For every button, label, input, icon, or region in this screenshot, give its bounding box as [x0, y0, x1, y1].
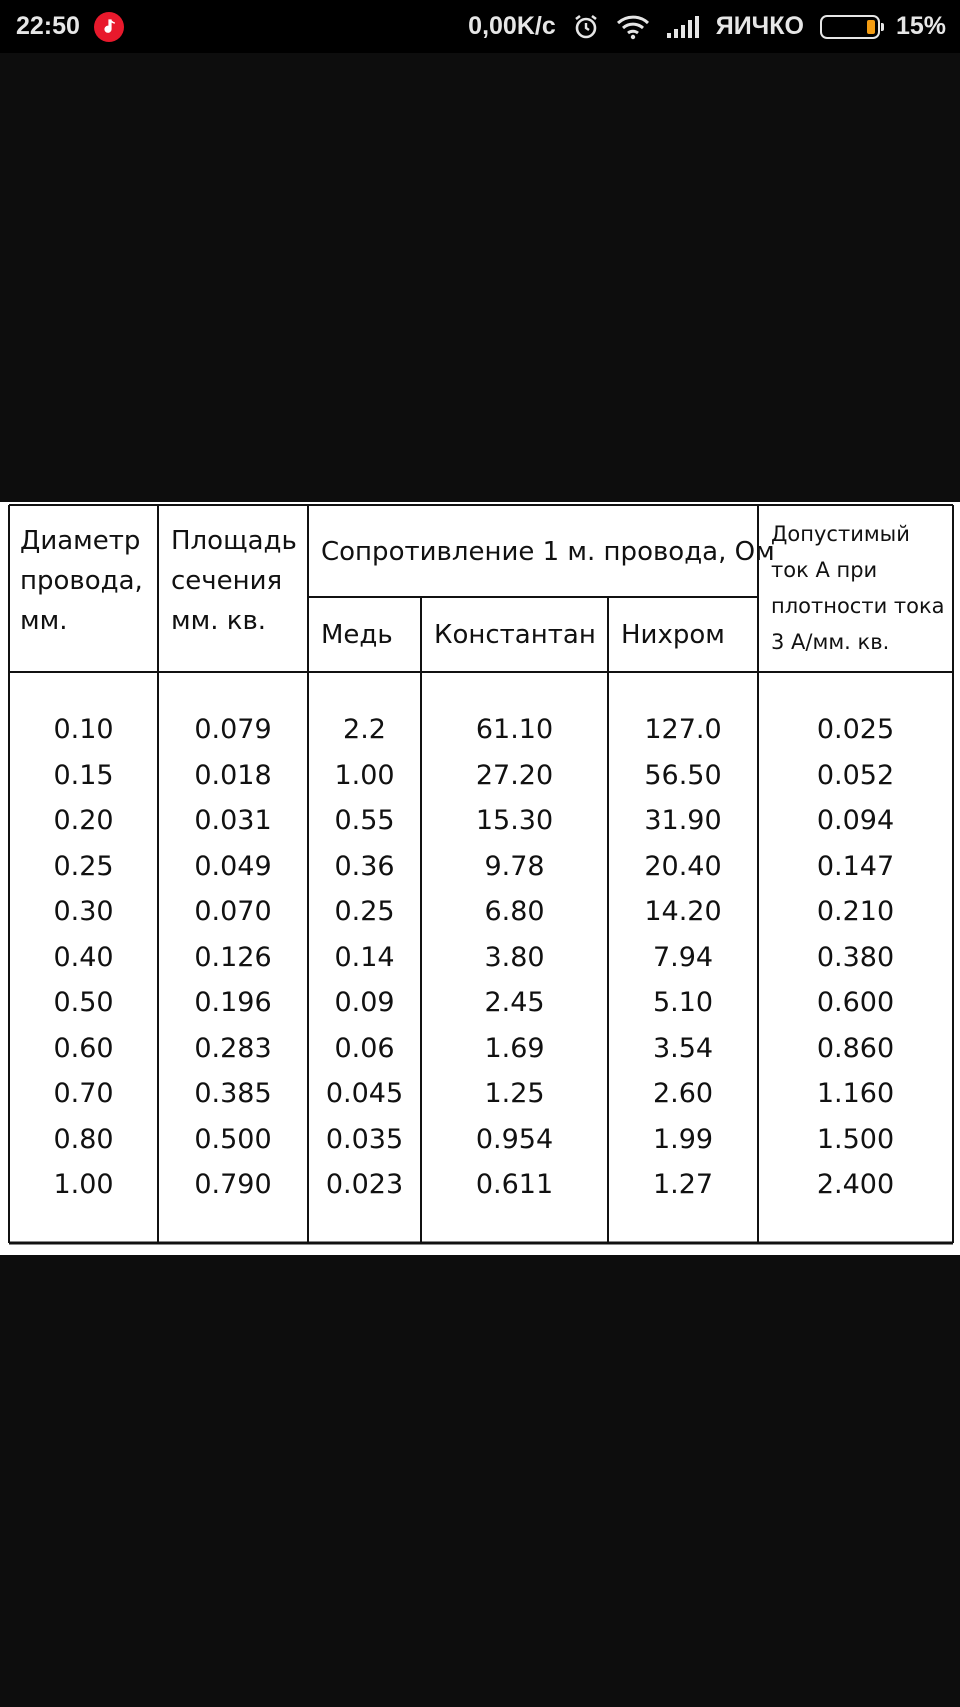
- table-cell: 0.385: [194, 1078, 272, 1109]
- table-cell: 3.54: [652, 1032, 714, 1064]
- table-cell: 0.600: [816, 987, 895, 1018]
- table-cell: 2.45: [484, 987, 545, 1018]
- table-cell: 1.500: [816, 1123, 895, 1155]
- table-cell: 0.14: [334, 941, 395, 973]
- table-cell: 0.50: [53, 987, 114, 1018]
- table-cell: 2.60: [652, 1078, 714, 1109]
- table-cell: 0.283: [194, 1032, 272, 1064]
- table-cell: 1.69: [484, 1032, 545, 1064]
- table-cell: 15.30: [475, 805, 554, 836]
- table-cell: 9.78: [484, 850, 545, 882]
- net-speed: 0,00K/c: [468, 12, 556, 40]
- table-cell: 0.380: [816, 941, 895, 973]
- header-line: мм. кв.: [171, 606, 267, 636]
- header-line: Диаметр: [20, 526, 141, 556]
- clock: 22:50: [16, 12, 80, 40]
- table-cell: 1.25: [484, 1078, 545, 1109]
- table-cell: 0.06: [334, 1032, 395, 1064]
- table-cell: 2.2: [343, 714, 386, 745]
- header-line: Площадь: [171, 526, 297, 556]
- table-cell: 2.400: [816, 1169, 895, 1200]
- carrier-name: ЯИЧКО: [715, 12, 804, 40]
- table-cell: 0.70: [53, 1078, 114, 1109]
- header-area: [171, 521, 297, 641]
- battery-percent: 15%: [895, 12, 946, 40]
- table-cell: 7.94: [652, 941, 714, 973]
- table-cell: 1.99: [652, 1123, 714, 1155]
- table-cell: 1.00: [53, 1169, 114, 1200]
- header-diameter: [20, 521, 143, 641]
- table-cell: 0.147: [816, 850, 895, 882]
- table-cell: 0.094: [816, 805, 895, 836]
- table-cell: 27.20: [475, 759, 554, 791]
- table-cell: 127.0: [644, 714, 722, 745]
- table-cell: 0.80: [53, 1123, 114, 1155]
- table-cell: 0.500: [194, 1123, 272, 1155]
- table-cell: 0.052: [816, 759, 895, 791]
- table-cell: 1.27: [652, 1169, 714, 1200]
- table-cell: 0.954: [475, 1123, 554, 1155]
- column-nichrome: [608, 707, 758, 1208]
- table-cell: 0.210: [816, 896, 895, 927]
- table-cell: 0.023: [325, 1169, 404, 1200]
- table-cell: 0.55: [334, 805, 395, 836]
- table-cell: 0.20: [53, 805, 114, 836]
- column-area: [158, 707, 308, 1208]
- header-line: 3 А/мм. кв.: [771, 630, 890, 654]
- header-resistance: Сопротивление 1 м. провода, Ом: [321, 537, 775, 567]
- wire-table-image[interactable]: [0, 502, 960, 1255]
- table-cell: 61.10: [475, 714, 554, 745]
- table-cell: 0.36: [334, 850, 395, 882]
- header-constantan: Константан: [434, 620, 596, 650]
- header-line: плотности тока: [771, 594, 945, 618]
- alarm-icon: [572, 13, 600, 41]
- status-bar: [0, 0, 960, 53]
- header-line: провода,: [20, 566, 143, 596]
- table-cell: 0.860: [816, 1032, 895, 1064]
- table-cell: 0.126: [194, 941, 272, 973]
- battery-level: [867, 20, 875, 34]
- column-constantan: [421, 707, 608, 1208]
- table-cell: 0.30: [53, 896, 114, 927]
- table-cell: 5.10: [652, 987, 714, 1018]
- table-cell: 0.025: [816, 714, 895, 745]
- table-cell: 1.160: [816, 1078, 895, 1109]
- header-allowed-current: [771, 516, 945, 660]
- table-cell: 0.790: [194, 1169, 272, 1200]
- table-cell: 0.079: [194, 714, 272, 745]
- header-line: ток А при: [771, 558, 878, 582]
- table-cell: 0.40: [53, 941, 114, 973]
- table-cell: 0.070: [194, 896, 272, 927]
- table-cell: 6.80: [484, 896, 545, 927]
- table-cell: 1.00: [334, 759, 395, 791]
- header-line: сечения: [171, 566, 283, 596]
- table-cell: 0.035: [325, 1123, 404, 1155]
- table-cell: 0.196: [194, 987, 272, 1018]
- header-line: мм.: [20, 606, 68, 636]
- table-cell: 0.15: [53, 759, 114, 791]
- table-cell: 0.031: [194, 805, 272, 836]
- column-allowed-current: [758, 707, 953, 1208]
- header-line: Допустимый: [771, 522, 910, 546]
- table-cell: 56.50: [644, 759, 722, 791]
- table-cell: 0.045: [325, 1078, 404, 1109]
- table-cell: 0.25: [334, 896, 395, 927]
- table-cell: 3.80: [484, 941, 545, 973]
- table-cell: 0.09: [334, 987, 395, 1018]
- header-copper: Медь: [321, 620, 393, 650]
- signal-icon: [666, 15, 700, 39]
- table-cell: 14.20: [644, 896, 722, 927]
- table-cell: 0.25: [53, 850, 114, 882]
- wifi-icon: [616, 14, 650, 40]
- table-cell: 0.10: [53, 714, 114, 745]
- header-nichrome: Нихром: [621, 620, 725, 650]
- table-cell: 20.40: [644, 850, 722, 882]
- column-diameter: [9, 707, 158, 1208]
- table-cell: 31.90: [644, 805, 722, 836]
- table-cell: 0.018: [194, 759, 272, 791]
- battery-icon: [820, 15, 880, 39]
- table-cell: 0.60: [53, 1032, 114, 1064]
- table-cell: 0.049: [194, 850, 272, 882]
- music-notification-icon: [94, 12, 124, 42]
- column-copper: [308, 707, 421, 1208]
- table-cell: 0.611: [475, 1169, 554, 1200]
